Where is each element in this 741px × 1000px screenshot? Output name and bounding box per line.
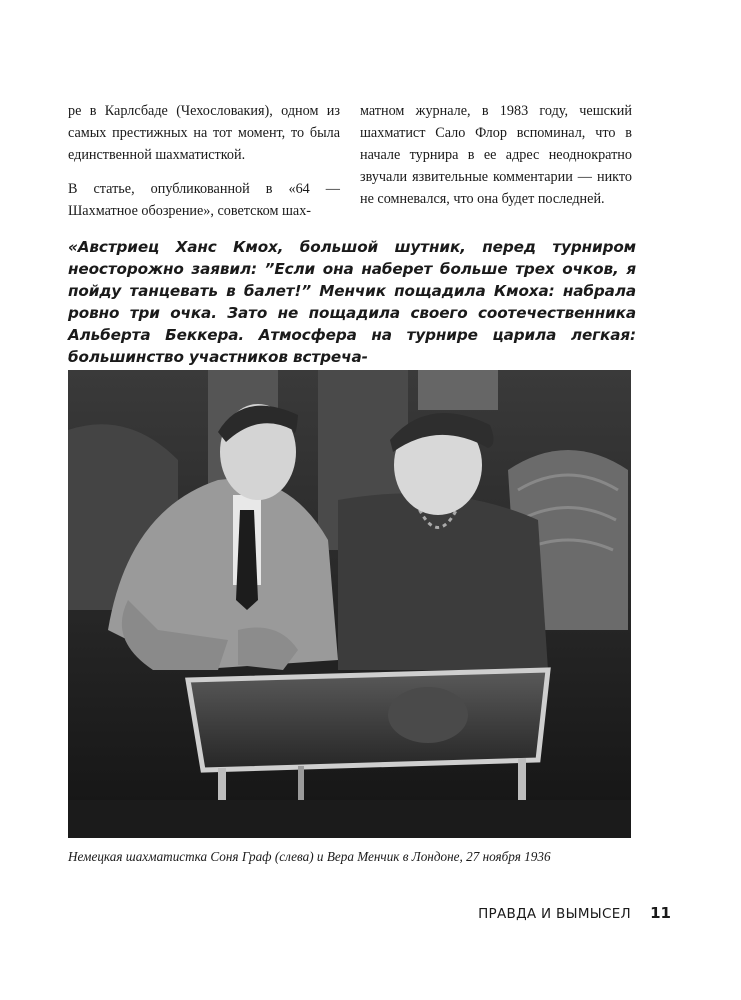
photo-caption: Немецкая шахматистка Соня Граф (слева) и Вера Менчик в Лондоне, 27 ноября 1936	[68, 849, 551, 864]
body-column-right	[360, 100, 632, 222]
page-number: 11	[650, 904, 671, 922]
paragraph: матном журнале, в 1983 году, чешский шахматист Сало Флор вспоминал, что в начале турнира в ее адрес неоднократно звучали язвительные комментарии — никто не сомневался, что она будет последней.	[360, 103, 632, 207]
photograph	[68, 370, 631, 838]
paragraph: В статье, опубликованной в «64 — Шахматное обозрение», советском шах-	[68, 181, 340, 219]
paragraph: ре в Карлсбаде (Чехословакия), одном из самых престижных на тот момент, то была единственной шахматисткой.	[68, 103, 340, 163]
body-column-left	[68, 100, 340, 234]
pull-quote: «Австриец Ханс Кмох, большой шутник, перед турниром неосторожно заявил: ”Если она наберет больше трех очков, я пойду танцевать в балет!” Менчик пощадила Кмоха: набрала ровно три очка. Зато не пощадила своего соотечественника Альберта Беккера. Атмосфера на турнире царила легкая: большинство участников встреча-	[68, 238, 636, 366]
running-head: ПРАВДА И ВЫМЫСЕЛ	[478, 906, 631, 922]
